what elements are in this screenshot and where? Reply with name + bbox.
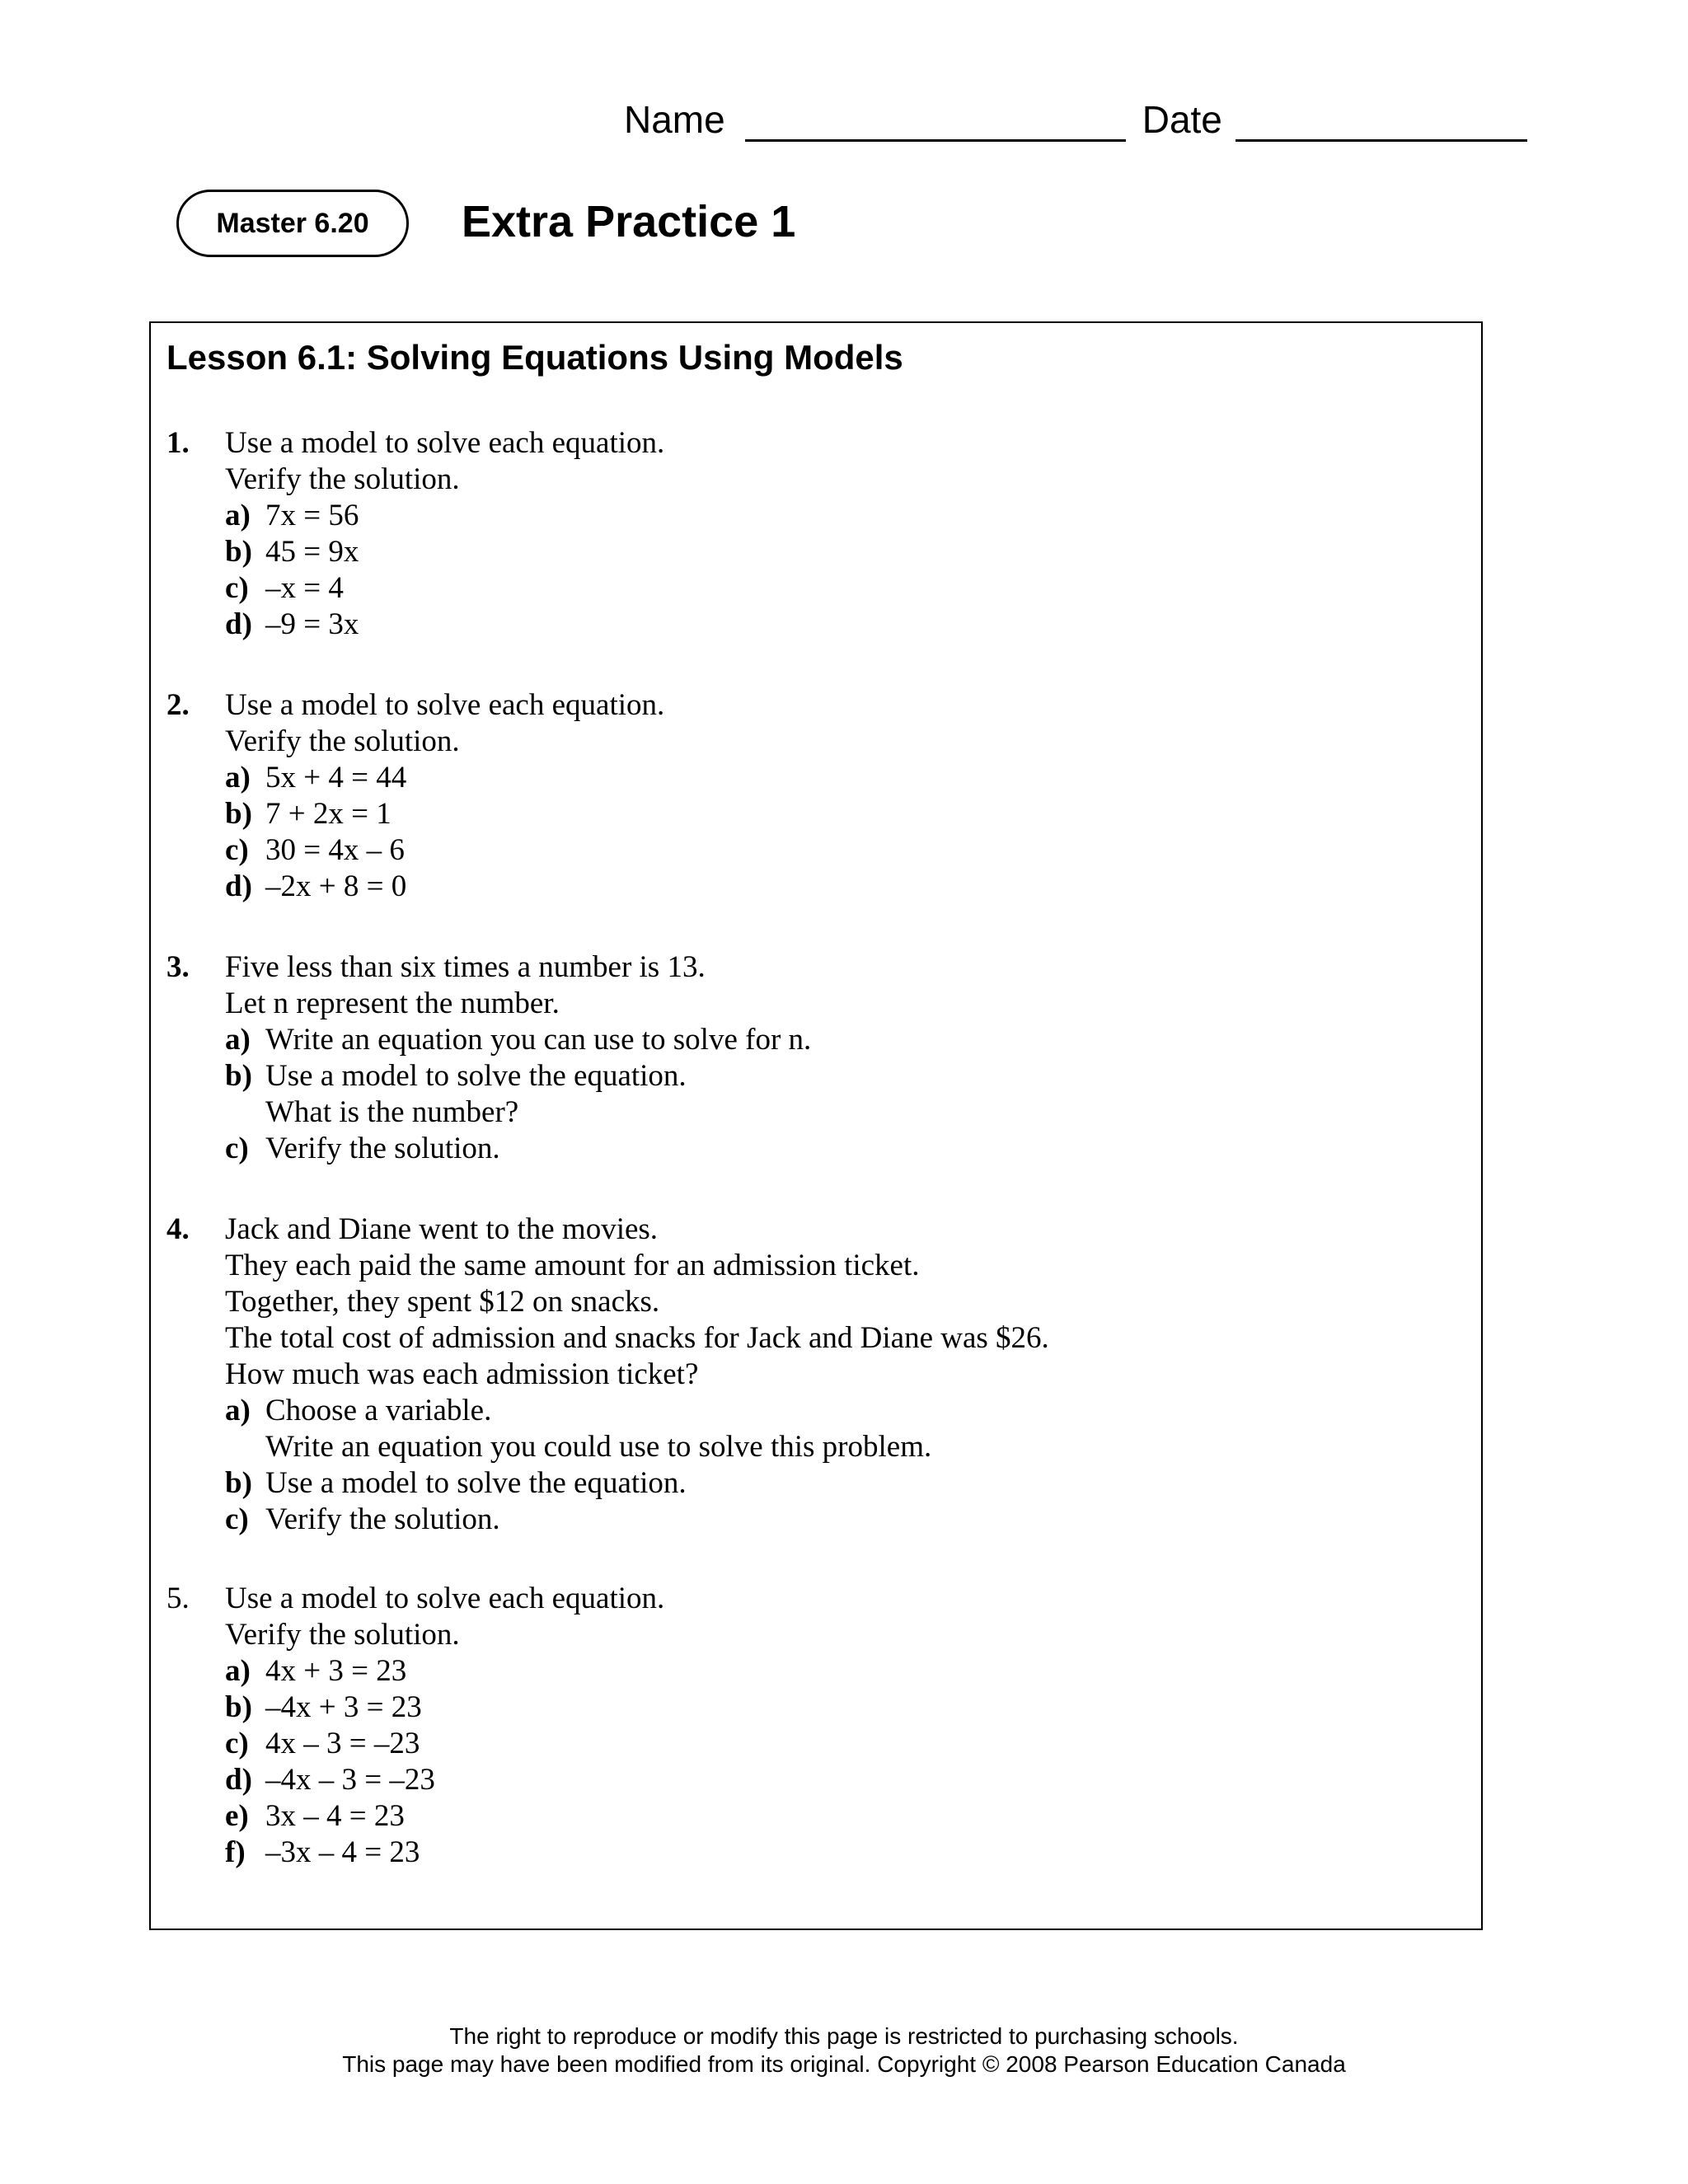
question-stem: How much was each admission ticket?: [225, 1357, 699, 1391]
master-label: Master 6.20: [216, 207, 369, 239]
question-part: d) –9 = 3x: [225, 607, 359, 641]
question-number: 5.: [166, 1582, 190, 1615]
question-part: e) 3x – 4 = 23: [225, 1799, 405, 1833]
question-part: b) Use a model to solve the equation.: [225, 1466, 687, 1500]
question-2: [166, 687, 664, 905]
date-blank-line[interactable]: [1236, 103, 1527, 142]
footer-line-1: The right to reproduce or modify this page is restricted to purchasing schools.: [449, 2023, 1239, 2049]
name-label: Name: [624, 98, 725, 141]
question-stem: Five less than six times a number is 13.: [225, 950, 706, 984]
question-stem: Let n represent the number.: [225, 987, 560, 1020]
question-stem: Together, they spent $12 on snacks.: [225, 1285, 660, 1319]
question-1: [166, 425, 664, 643]
lesson-title: Lesson 6.1: Solving Equations Using Models: [166, 338, 903, 377]
question-part: a) Choose a variable.: [225, 1394, 492, 1427]
question-stem: Use a model to solve each equation.: [225, 688, 665, 722]
question-part: a) 5x + 4 = 44: [225, 761, 407, 794]
question-part: a) 7x = 56: [225, 499, 359, 532]
name-blank-line[interactable]: [745, 103, 1126, 142]
question-stem: Verify the solution.: [225, 462, 460, 496]
question-part: b) 7 + 2x = 1: [225, 797, 392, 831]
question-part: a) 4x + 3 = 23: [225, 1654, 407, 1688]
question-stem: Verify the solution.: [225, 724, 460, 758]
question-part: c) Verify the solution.: [225, 1132, 500, 1165]
question-part: b) –4x + 3 = 23: [225, 1690, 422, 1724]
question-number: 2.: [166, 688, 190, 722]
page-title: Extra Practice 1: [462, 197, 796, 246]
date-label: Date: [1142, 98, 1222, 141]
question-part: a) Write an equation you can use to solve for n.: [225, 1023, 812, 1057]
question-part: d) –2x + 8 = 0: [225, 869, 407, 903]
question-stem: Jack and Diane went to the movies.: [225, 1212, 659, 1246]
question-stem: Use a model to solve each equation.: [225, 1582, 665, 1615]
question-stem: Use a model to solve each equation.: [225, 426, 665, 460]
master-badge: [176, 190, 409, 257]
question-part: b) 45 = 9x: [225, 535, 359, 569]
question-part: c) –x = 4: [225, 571, 344, 605]
question-number: 4.: [166, 1212, 190, 1246]
question-stem: They each paid the same amount for an admission ticket.: [225, 1249, 920, 1282]
question-part: b) Use a model to solve the equation.: [225, 1059, 687, 1093]
question-part: c) 30 = 4x – 6: [225, 833, 405, 867]
question-part: d) –4x – 3 = –23: [225, 1763, 435, 1797]
question-3: [166, 949, 811, 1167]
question-part: c) Verify the solution.: [225, 1502, 500, 1536]
practice-box: [149, 321, 1483, 1930]
question-part: f) –3x – 4 = 23: [225, 1835, 420, 1869]
question-stem: The total cost of admission and snacks for Jack and Diane was $26.: [225, 1321, 1049, 1355]
question-4: [166, 1212, 1049, 1538]
question-number: 1.: [166, 426, 190, 460]
question-number: 3.: [166, 950, 190, 984]
question-5: [166, 1581, 664, 1871]
copyright-footer: [0, 2022, 1688, 2079]
question-part: c) 4x – 3 = –23: [225, 1727, 420, 1760]
question-part: What is the number?: [265, 1095, 519, 1129]
question-part: Write an equation you could use to solve this problem.: [265, 1430, 932, 1464]
name-date-header: [624, 97, 1527, 142]
question-stem: Verify the solution.: [225, 1618, 460, 1652]
footer-line-2: This page may have been modified from its original. Copyright © 2008 Pearson Education Canada: [342, 2051, 1346, 2077]
